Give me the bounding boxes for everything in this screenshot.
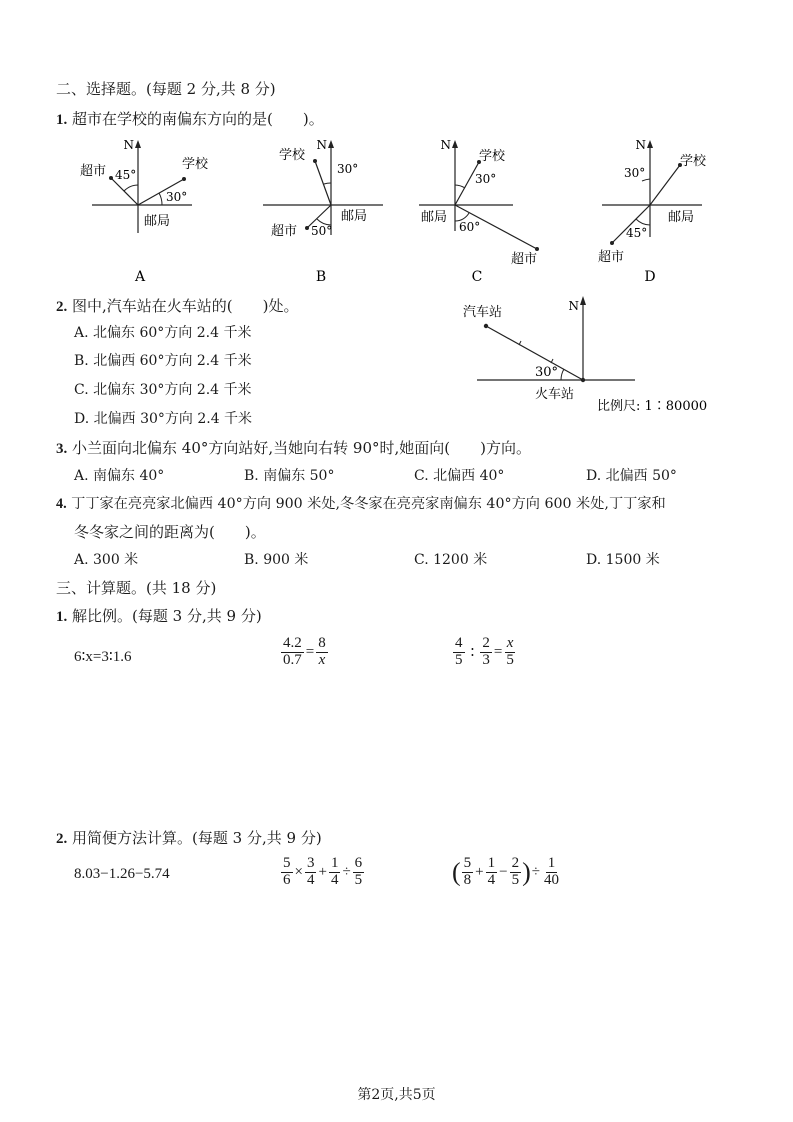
q2-diagram xyxy=(455,290,725,420)
question-number: 2. xyxy=(56,831,68,847)
question-note: (每题 3 分,共 9 分) xyxy=(132,607,262,625)
svg-text:N: N xyxy=(635,138,646,152)
market-label: 超市 xyxy=(511,252,538,267)
option-label-d: D xyxy=(644,269,656,285)
question-text: 解比例。 xyxy=(72,607,133,625)
market-point xyxy=(109,176,113,180)
question-text-line2: 冬冬家之间的距离为( )。 xyxy=(74,523,266,541)
proportion-2: $\frac{4.2}{0.7}$ = $\frac{8}{x}$ xyxy=(283,635,326,668)
fraction: $\frac{8}{x}$ xyxy=(318,635,326,668)
section2-title: 二、选择题。 xyxy=(56,80,147,98)
market-label: 超市 xyxy=(80,164,107,179)
fraction: $\frac{5}{8}$ xyxy=(463,855,472,888)
fraction: $\frac{5}{6}$ xyxy=(283,855,291,888)
svg-text:N: N xyxy=(440,138,451,152)
proportion-3: $\frac{4}{5}$ ∶ $\frac{2}{3}$ = $\frac{x}{5}$ xyxy=(455,635,514,668)
school-label: 学校 xyxy=(479,149,506,164)
school-ray xyxy=(650,165,680,205)
fraction: $\frac{6}{5}$ xyxy=(354,855,363,888)
angle-label: 30° xyxy=(337,162,359,176)
fraction: $\frac{2}{5}$ xyxy=(511,855,520,888)
arrow-head xyxy=(452,140,458,148)
angle-label: 30° xyxy=(166,190,188,204)
question-3-1 xyxy=(56,605,262,626)
question-note: (每题 3 分,共 9 分) xyxy=(192,829,322,847)
post-office-label: 邮局 xyxy=(668,210,695,225)
market-label: 超市 xyxy=(271,224,298,239)
angle-arc xyxy=(124,185,138,191)
option-a: A. 北偏东 60°方向 2.4 千米 xyxy=(74,325,252,341)
section2-heading xyxy=(56,78,276,99)
option-b: B. 北偏西 60°方向 2.4 千米 xyxy=(74,353,252,369)
train-station-label: 火车站 xyxy=(535,387,575,402)
angle-label: 45° xyxy=(626,226,648,240)
expression-2: $\frac{5}{6}$ × $\frac{3}{4}$ + $\frac{1}{4}$ ÷ $\frac{6}{5}$ xyxy=(283,855,363,888)
school-point xyxy=(182,177,186,181)
question-text: 图中,汽车站在火车站的( )处。 xyxy=(72,297,299,315)
question-number: 4. xyxy=(56,496,67,512)
fraction: $\frac{x}{5}$ xyxy=(506,635,514,668)
svg-text:N: N xyxy=(123,138,134,152)
arrow-head xyxy=(328,140,334,148)
angle-label: 60° xyxy=(459,220,481,234)
angle-label: 30° xyxy=(624,166,646,180)
angle-label: 45° xyxy=(115,168,137,182)
section3-note: (共 18 分) xyxy=(146,579,217,597)
question-number: 1. xyxy=(56,112,68,128)
section2-note: (每题 2 分,共 8 分) xyxy=(146,80,276,98)
bus-station-label: 汽车站 xyxy=(463,305,503,320)
arrow-head xyxy=(580,296,586,305)
option-a: A. 南偏东 40° xyxy=(74,468,165,484)
arrow-head xyxy=(135,140,141,148)
svg-text:N: N xyxy=(316,138,327,152)
proportion-1: 6∶x=3∶1.6 xyxy=(74,649,132,665)
angle-label: 50° xyxy=(311,224,333,238)
school-label: 学校 xyxy=(680,154,707,169)
option-d: D. 北偏西 30°方向 2.4 千米 xyxy=(74,411,253,427)
question-text: 小兰面向北偏东 40°方向站好,当她向右转 90°时,她面向( )方向。 xyxy=(72,439,531,457)
expression-1: 8.03−1.26−5.74 xyxy=(74,866,170,882)
angle-label: 30° xyxy=(535,365,559,380)
fraction: $\frac{4}{5}$ xyxy=(455,635,463,668)
post-office-label: 邮局 xyxy=(421,210,448,225)
angle-arc xyxy=(159,193,162,205)
option-a: A. 300 米 xyxy=(74,552,139,568)
question-2-4 xyxy=(56,493,666,513)
post-office-label: 邮局 xyxy=(341,209,368,224)
question-3-2 xyxy=(56,827,322,848)
question-number: 2. xyxy=(56,299,68,315)
page-footer: 第2页,共5页 xyxy=(357,1087,436,1103)
option-b: B. 南偏东 50° xyxy=(244,468,335,484)
option-b: B. 900 米 xyxy=(244,552,309,568)
question-2-3 xyxy=(56,437,531,458)
fraction: $\frac{1}{40}$ xyxy=(544,855,560,888)
diagram-a xyxy=(70,135,210,285)
north-label: N xyxy=(568,299,579,313)
option-label-a: A xyxy=(134,269,146,285)
section3-title: 三、计算题。 xyxy=(56,579,147,597)
fraction: $\frac{3}{4}$ xyxy=(306,855,315,888)
fraction: $\frac{1}{4}$ xyxy=(330,855,339,888)
option-label-b: B xyxy=(315,269,327,285)
school-label: 学校 xyxy=(182,157,209,172)
post-office-label: 邮局 xyxy=(144,214,171,229)
scale-label: 比例尺: 1∶80000 xyxy=(597,399,708,414)
option-c: C. 北偏东 30°方向 2.4 千米 xyxy=(74,382,252,398)
question-2-2 xyxy=(56,295,299,316)
question-text-line1: 丁丁家在亮亮家北偏西 40°方向 900 米处,冬冬家在亮亮家南偏东 40°方向 600 米处,丁丁家和 xyxy=(71,496,666,512)
bus-station-point xyxy=(484,324,488,328)
market-label: 超市 xyxy=(598,250,625,265)
option-d: D. 1500 米 xyxy=(586,552,660,568)
fraction: $\frac{1}{4}$ xyxy=(487,855,496,888)
section3-heading xyxy=(56,577,216,598)
option-c: C. 北偏西 40° xyxy=(414,468,505,484)
option-c: C. 1200 米 xyxy=(414,552,488,568)
question-number: 1. xyxy=(56,609,68,625)
diagram-b xyxy=(253,135,393,285)
fraction: $\frac{2}{3}$ xyxy=(482,635,490,668)
angle-label: 30° xyxy=(475,172,497,186)
question-number: 3. xyxy=(56,441,68,457)
train-station-point xyxy=(581,378,585,382)
option-label-c: C xyxy=(471,269,483,285)
fraction: $\frac{4.2}{0.7}$ xyxy=(283,635,302,668)
arrow-head xyxy=(647,140,653,148)
expression-3: ( $\frac{5}{8}$ + $\frac{1}{4}$ − $\frac{2}{5}$ )÷ $\frac{1}{40}$ xyxy=(452,855,560,888)
diagram-d xyxy=(590,135,730,285)
option-d: D. 北偏西 50° xyxy=(586,468,677,484)
school-label: 学校 xyxy=(279,148,306,163)
question-text: 用简便方法计算。 xyxy=(72,829,193,847)
market-ray xyxy=(111,178,138,205)
diagram-c xyxy=(415,135,555,285)
question-text: 超市在学校的南偏东方向的是( )。 xyxy=(72,110,324,128)
question-2-1 xyxy=(56,108,324,129)
